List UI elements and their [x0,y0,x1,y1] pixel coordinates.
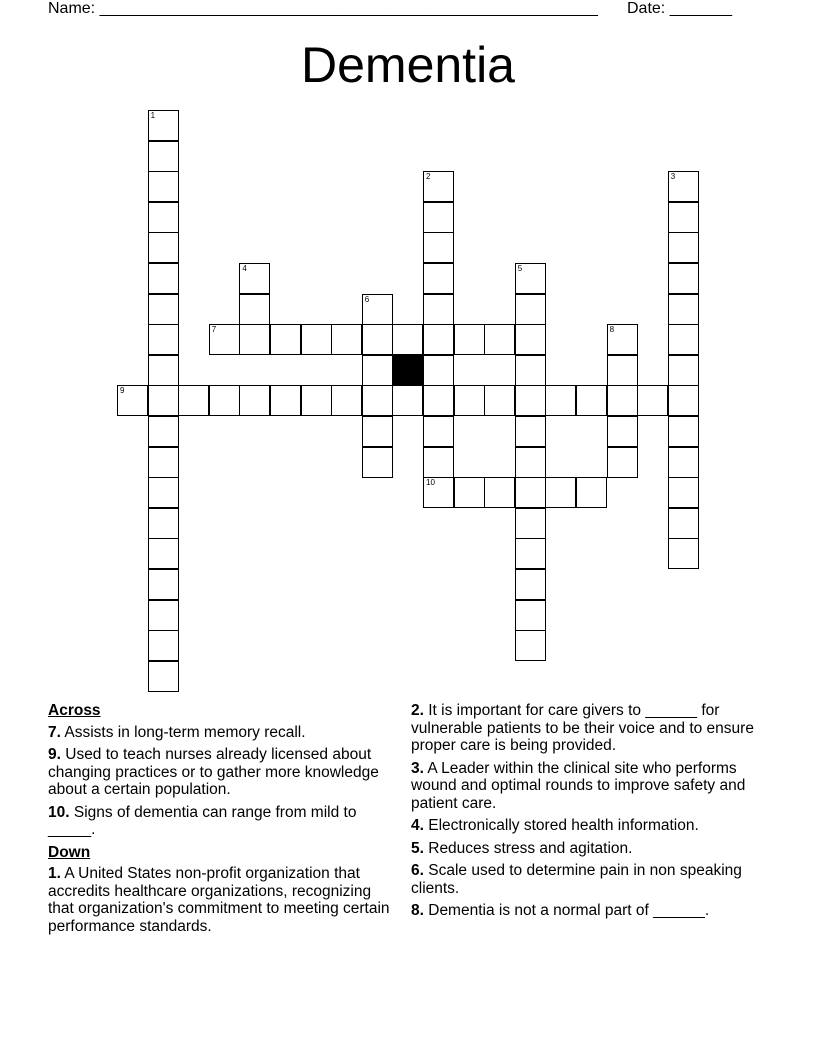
grid-cell[interactable] [484,477,515,508]
grid-cell[interactable] [515,630,546,661]
clue-number: 7. [48,723,61,741]
grid-cell[interactable] [515,569,546,600]
clue-number: 5. [411,839,424,857]
grid-cell[interactable] [423,385,454,416]
grid-cell[interactable] [637,385,668,416]
down-clue-6 [411,862,761,897]
clue-number-label: 8 [609,325,615,335]
grid-cell[interactable] [239,385,270,416]
grid-cell[interactable] [148,661,179,692]
down-clue-1 [48,865,393,935]
grid-cell[interactable] [576,477,607,508]
grid-cell[interactable] [668,202,699,233]
across-heading: Across [48,702,101,719]
down-heading: Down [48,843,91,861]
grid-cell[interactable] [607,324,638,355]
grid-cell[interactable] [668,294,699,325]
clue-text: Scale used to determine pain in non speaking clients. [411,862,742,897]
grid-cell[interactable] [545,477,576,508]
grid-cell[interactable] [668,355,699,386]
clue-number-label: 7 [211,325,217,335]
page-title: Dementia [301,37,515,93]
grid-cell[interactable] [668,171,699,202]
clue-number-label: 5 [517,264,523,273]
grid-cell[interactable] [148,508,179,539]
clues-column-left [48,702,393,940]
grid-cell[interactable] [515,294,546,325]
grid-cell[interactable] [607,416,638,447]
grid-cell[interactable] [148,630,179,661]
grid-cell[interactable] [668,416,699,447]
grid-cell[interactable] [392,385,423,416]
grid-cell[interactable] [515,263,546,294]
grid-cell[interactable] [515,477,546,508]
across-clue-10 [48,804,393,839]
grid-cell[interactable] [362,355,393,386]
clue-text: Used to teach nurses already licensed about changing practices or to gather more knowledge about a certain population. [48,746,379,798]
grid-cell[interactable] [148,447,179,478]
grid-cell[interactable] [270,385,301,416]
clue-text: A Leader within the clinical site who performs wound and optimal rounds to improve safety and patient care. [411,759,746,812]
grid-cell[interactable] [515,416,546,447]
across-clue-9 [48,746,393,799]
grid-cell[interactable] [331,385,362,416]
grid-cell[interactable] [454,324,485,355]
grid-cell[interactable] [515,355,546,386]
clue-number: 2. [411,702,424,719]
grid-cell[interactable] [148,538,179,569]
grid-cell[interactable] [362,447,393,478]
clue-text: A United States non-profit organization that accredits healthcare organizations, recognizing that organization's commitment to meeting certain performance standards. [48,865,390,935]
clue-number: 8. [411,902,424,919]
grid-cell[interactable] [607,385,638,416]
grid-cell[interactable] [423,447,454,478]
grid-cell[interactable] [392,324,423,355]
grid-cell[interactable] [484,324,515,355]
grid-cell[interactable] [668,508,699,539]
grid-cell[interactable] [148,477,179,508]
grid-cell[interactable] [423,202,454,233]
grid-cell[interactable] [515,600,546,631]
grid-cell[interactable] [576,385,607,416]
grid-cell[interactable] [362,294,393,325]
grid-cell[interactable] [239,263,270,294]
down-clue-3 [411,760,761,813]
grid-cell[interactable] [668,232,699,263]
grid-cell[interactable] [607,355,638,386]
grid-cell[interactable] [668,385,699,416]
grid-cell[interactable] [148,416,179,447]
grid-cell[interactable] [148,600,179,631]
grid-cell[interactable] [668,324,699,355]
grid-cell[interactable] [423,355,454,386]
grid-cell[interactable] [607,447,638,478]
grid-cell[interactable] [301,324,332,355]
grid-cell[interactable] [454,477,485,508]
grid-cell[interactable] [148,324,179,355]
grid-cell[interactable] [423,416,454,447]
grid-cell[interactable] [668,538,699,569]
grid-cell[interactable] [148,171,179,202]
grid-cell[interactable] [362,324,393,355]
grid-cell[interactable] [515,447,546,478]
grid-cell[interactable] [148,232,179,263]
clue-number: 10. [48,803,70,821]
grid-cell[interactable] [331,324,362,355]
clue-number: 4. [411,817,424,834]
grid-cell[interactable] [423,232,454,263]
grid-cell[interactable] [148,569,179,600]
clue-number-label: 2 [426,172,431,182]
grid-cell[interactable] [545,385,576,416]
grid-cell[interactable] [668,477,699,508]
down-clue-2 [411,702,761,755]
grid-cell[interactable] [178,385,209,416]
name-field-label: Name: ________________________________________________________ [48,0,598,17]
grid-cell-black [392,355,423,386]
grid-cell[interactable] [239,294,270,325]
grid-cell[interactable] [484,385,515,416]
grid-cell[interactable] [454,385,485,416]
clue-number-label: 4 [242,264,247,273]
date-field-label: Date: _______ [627,0,732,17]
clue-number-label: 6 [364,294,370,304]
grid-cell[interactable] [148,202,179,233]
clue-text: Electronically stored health information. [423,817,699,834]
down-clue-5 [411,840,761,858]
grid-cell[interactable] [148,110,179,141]
grid-cell[interactable] [148,355,179,386]
grid-cell[interactable] [515,508,546,539]
grid-cell[interactable] [209,324,240,355]
clue-number-label: 3 [670,172,676,182]
clue-text: Dementia is not a normal part of ______. [423,902,710,919]
grid-cell[interactable] [362,385,393,416]
grid-cell[interactable] [423,263,454,294]
grid-cell[interactable] [668,447,699,478]
grid-cell[interactable] [515,385,546,416]
across-clue-7 [48,724,393,742]
grid-cell[interactable] [270,324,301,355]
grid-cell[interactable] [515,324,546,355]
clue-number-label: 9 [120,386,125,396]
down-clue-8 [411,902,761,920]
clue-number: 3. [411,759,424,777]
clue-text: Reduces stress and agitation. [423,839,633,857]
grid-cell[interactable] [148,385,179,416]
clue-text: Signs of dementia can range from mild to _____. [48,803,357,838]
clue-number-label: 10 [426,478,435,488]
down-clue-4 [411,817,761,835]
clue-number: 1. [48,865,61,882]
grid-cell[interactable] [423,171,454,202]
grid-cell[interactable] [239,324,270,355]
clues-column-right [411,702,761,925]
grid-cell[interactable] [117,385,148,416]
clue-number-label: 1 [150,111,156,120]
grid-cell[interactable] [148,263,179,294]
grid-cell[interactable] [148,141,179,172]
grid-cell[interactable] [148,294,179,325]
clue-number: 9. [48,746,61,763]
grid-cell[interactable] [423,324,454,355]
clue-text: Assists in long-term memory recall. [60,723,306,741]
grid-cell[interactable] [423,294,454,325]
grid-cell[interactable] [209,385,240,416]
grid-cell[interactable] [362,416,393,447]
grid-cell[interactable] [301,385,332,416]
grid-cell[interactable] [668,263,699,294]
clue-number: 6. [411,862,424,879]
grid-cell[interactable] [423,477,454,508]
grid-cell[interactable] [515,538,546,569]
clue-text: It is important for care givers to ______ for vulnerable patients to be their voice and to ensure proper care is being provided. [411,702,754,754]
